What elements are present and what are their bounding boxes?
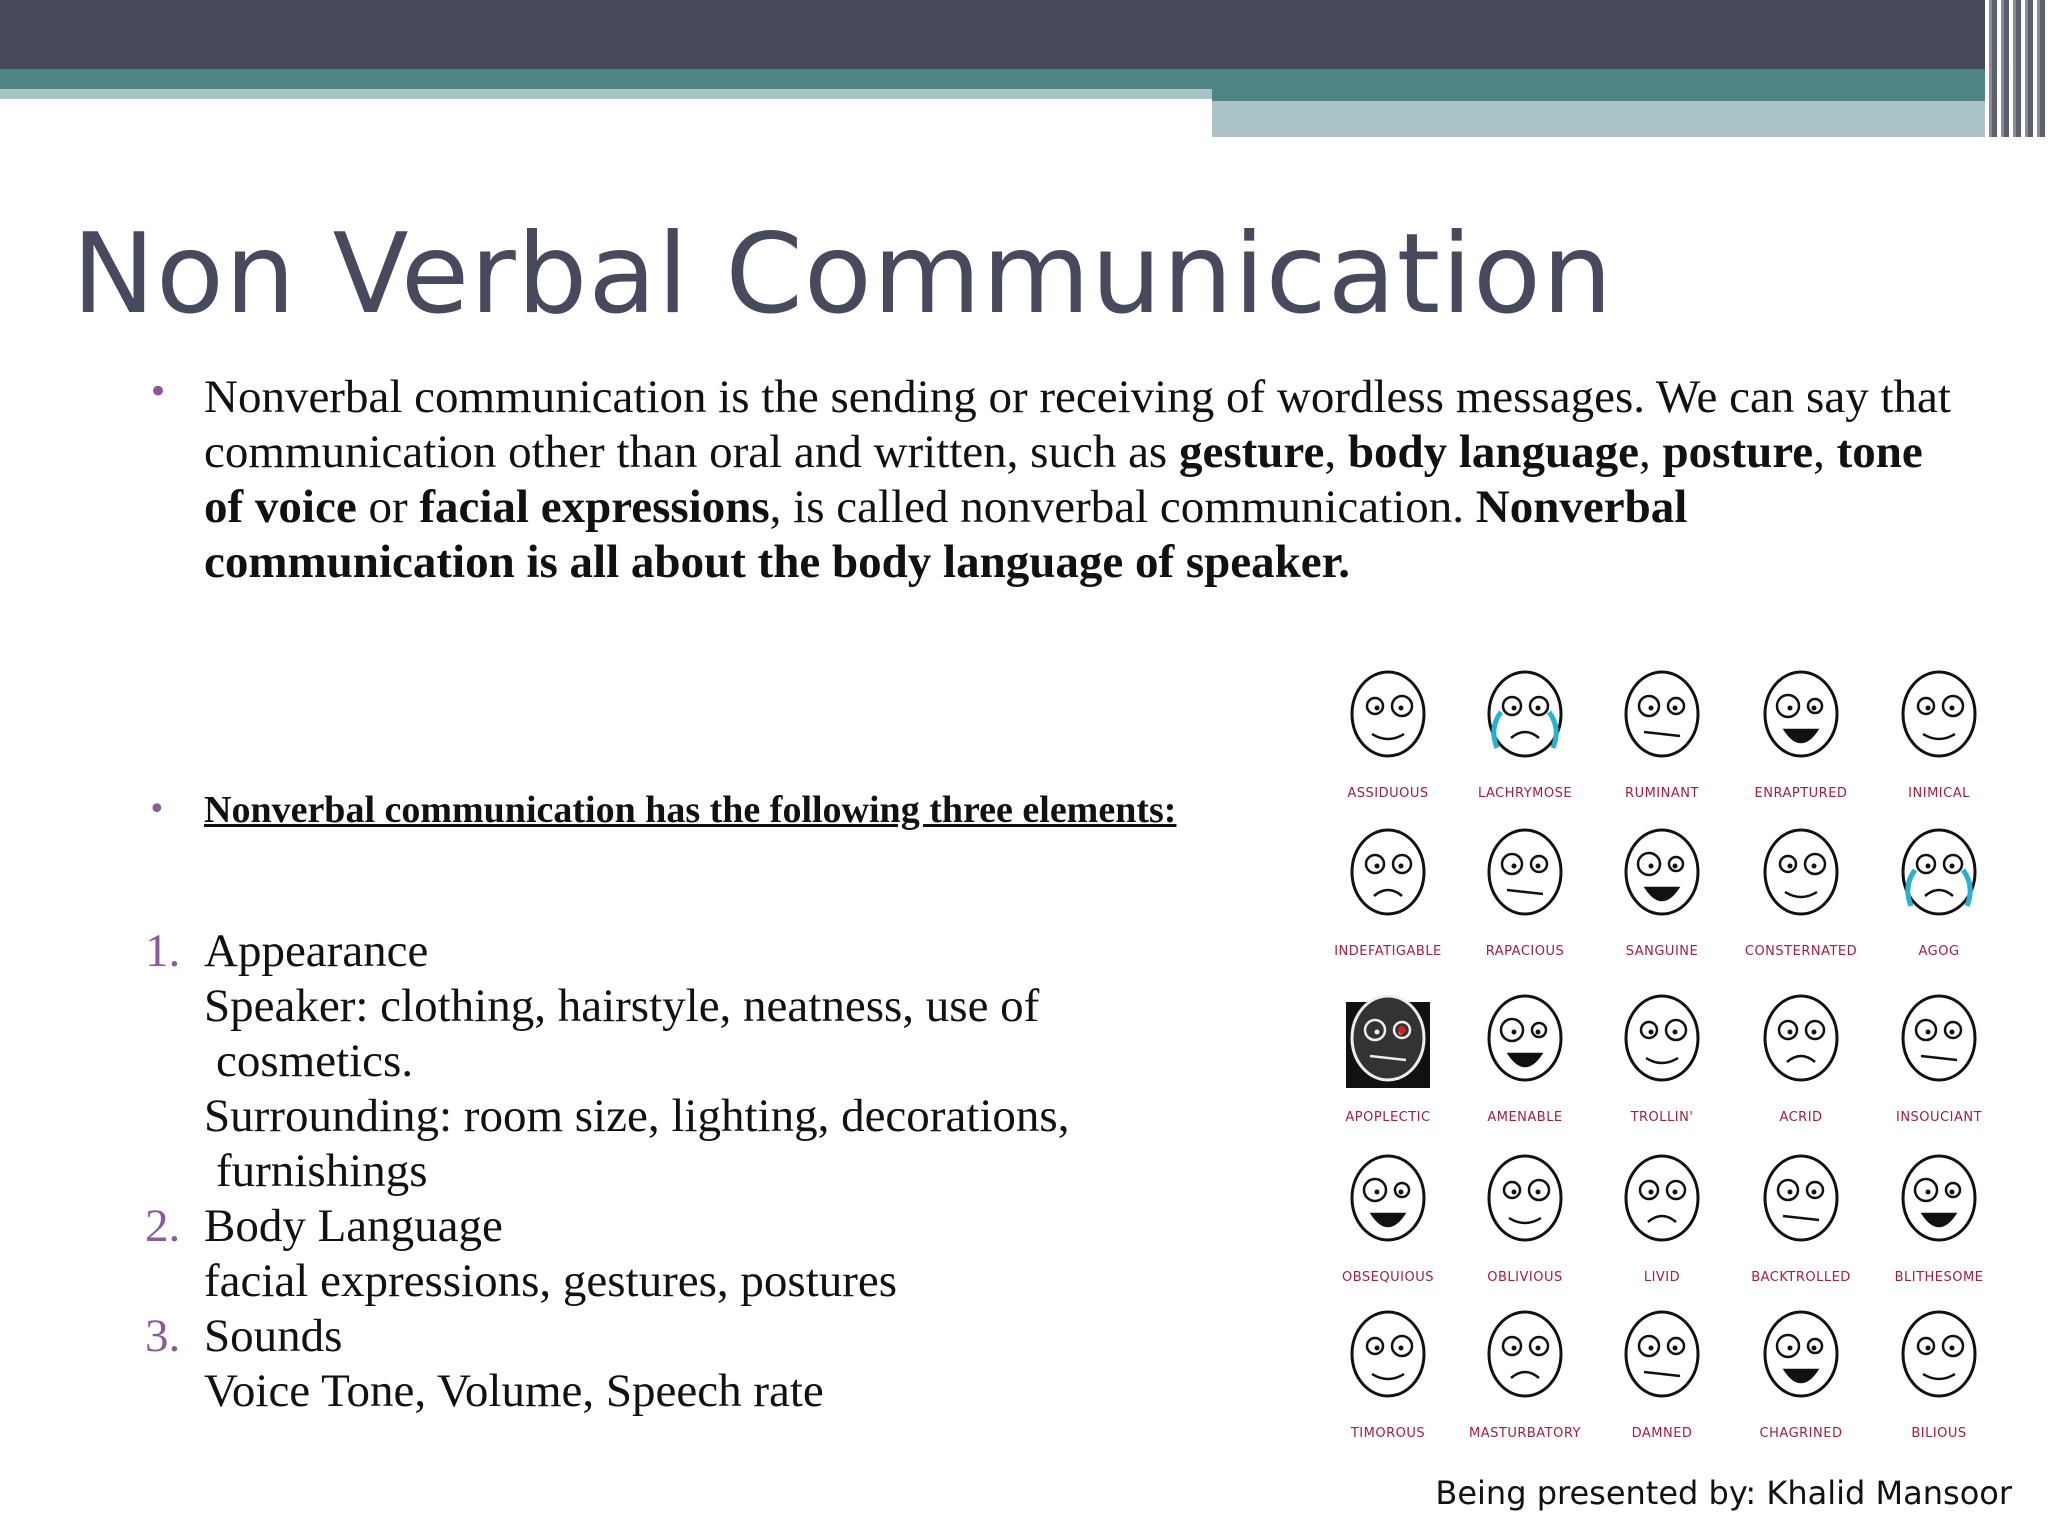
rage-face [1455, 660, 1595, 818]
face-drawing-icon [1759, 992, 1843, 1096]
rage-face [1869, 660, 2009, 818]
element-detail: cosmetics. [216, 1035, 414, 1087]
rage-face [1455, 1144, 1595, 1302]
presenter-credit: Being presented by: Khalid Mansoor [1435, 1474, 2012, 1512]
intro-text: , [1813, 426, 1837, 478]
rage-face [1592, 1300, 1732, 1458]
rage-face [1455, 818, 1595, 976]
intro-paragraph [204, 370, 1964, 590]
face-label: DAMNED [1631, 1426, 1693, 1441]
intro-bold-term: gesture [1178, 426, 1325, 478]
face-label: MASTURBATORY [1469, 1426, 1581, 1441]
face-label: AMENABLE [1487, 1110, 1563, 1125]
element-number: 3. [145, 1310, 181, 1362]
face-drawing-icon [1483, 1152, 1567, 1256]
rage-face [1592, 660, 1732, 818]
rage-face [1731, 1300, 1871, 1458]
intro-text: , [1324, 426, 1348, 478]
face-drawing-icon [1620, 668, 1704, 772]
face-drawing-icon [1346, 992, 1430, 1096]
face-drawing-icon [1759, 826, 1843, 930]
rage-face [1731, 1144, 1871, 1302]
rage-face [1592, 818, 1732, 976]
element-number: 1. [145, 925, 181, 977]
rage-face [1869, 818, 2009, 976]
rage-face [1318, 1300, 1458, 1458]
accent-band-right-light [1212, 101, 2000, 137]
element-detail: Speaker: clothing, hairstyle, neatness, use of [204, 980, 1040, 1032]
rage-face [1318, 1144, 1458, 1302]
face-label: AGOG [1918, 944, 1960, 959]
slide-title: Non Verbal Communication [72, 210, 1614, 339]
rage-face [1592, 984, 1732, 1142]
intro-bold-term: facial expressions [419, 481, 770, 533]
face-label: OBSEQUIOUS [1342, 1270, 1434, 1285]
rage-face [1318, 818, 1458, 976]
face-label: RUMINANT [1625, 786, 1699, 801]
element-detail: facial expressions, gestures, postures [204, 1255, 898, 1307]
face-drawing-icon [1897, 1308, 1981, 1412]
face-label: ACRID [1779, 1110, 1823, 1125]
face-label: INSOUCIANT [1895, 1110, 1983, 1125]
face-drawing-icon [1346, 826, 1430, 930]
face-drawing-icon [1897, 668, 1981, 772]
rage-face [1455, 984, 1595, 1142]
face-drawing-icon [1483, 668, 1567, 772]
element-title: Body Language [204, 1200, 503, 1252]
rage-face [1318, 660, 1458, 818]
header-bar [0, 0, 2048, 69]
face-drawing-icon [1346, 668, 1430, 772]
rage-face [1869, 984, 2009, 1142]
face-label: OBLIVIOUS [1487, 1270, 1563, 1285]
element-item [145, 924, 1069, 1199]
face-drawing-icon [1759, 1308, 1843, 1412]
intro-bold-term: body language [1347, 426, 1640, 478]
intro-text: or [356, 481, 420, 533]
face-drawing-icon [1483, 992, 1567, 1096]
bullet-icon: • [148, 792, 166, 827]
intro-bold-term: tone of voice [204, 426, 1923, 533]
face-label: RAPACIOUS [1485, 944, 1565, 959]
face-label: INDEFATIGABLE [1334, 944, 1442, 959]
face-label: BACKTROLLED [1751, 1270, 1851, 1285]
face-label: BLITHESOME [1894, 1270, 1984, 1285]
rage-face [1869, 1300, 2009, 1458]
face-label: CHAGRINED [1759, 1426, 1843, 1441]
bullet-icon: • [148, 372, 169, 412]
face-drawing-icon [1897, 992, 1981, 1096]
face-drawing-icon [1483, 1308, 1567, 1412]
rage-face [1731, 984, 1871, 1142]
face-drawing-icon [1620, 992, 1704, 1096]
face-label: ASSIDUOUS [1347, 786, 1429, 801]
face-drawing-icon [1346, 1308, 1430, 1412]
intro-text: , [1639, 426, 1663, 478]
face-label: BILIOUS [1911, 1426, 1967, 1441]
face-drawing-icon [1620, 1152, 1704, 1256]
face-drawing-icon [1759, 1152, 1843, 1256]
face-label: SANGUINE [1625, 944, 1699, 959]
rage-face [1869, 1144, 2009, 1302]
accent-band-left-light [0, 89, 1212, 99]
rage-face [1731, 660, 1871, 818]
intro-text: Nonverbal communication is the sending or receiving of wordless messages. We can say that communication other than oral and written, such as [204, 371, 1951, 478]
element-title: Appearance [204, 925, 429, 977]
element-item [145, 1199, 1069, 1309]
corner-stripes [1985, 0, 2048, 137]
intro-bold-term: posture [1662, 426, 1814, 478]
rage-face [1318, 984, 1458, 1142]
face-drawing-icon [1897, 826, 1981, 930]
face-drawing-icon [1483, 826, 1567, 930]
element-item [145, 1309, 1069, 1419]
face-drawing-icon [1620, 826, 1704, 930]
intro-bold-term: Nonverbal communication is all about the body language of speaker. [204, 481, 1688, 588]
face-label: APOPLECTIC [1345, 1110, 1431, 1125]
element-detail: Surrounding: room size, lighting, decorations, [204, 1090, 1070, 1142]
intro-text: , is called nonverbal communication. [769, 481, 1476, 533]
elements-list [145, 924, 1069, 1419]
face-label: TIMOROUS [1350, 1426, 1426, 1441]
rage-face [1731, 818, 1871, 976]
element-number: 2. [145, 1200, 181, 1252]
rage-faces-grid [1318, 660, 2018, 1450]
face-drawing-icon [1346, 1152, 1430, 1256]
face-drawing-icon [1897, 1152, 1981, 1256]
elements-heading: Nonverbal communication has the following three elements: [204, 789, 1177, 831]
face-label: LIVID [1643, 1270, 1681, 1285]
accent-band-left [0, 69, 1212, 89]
face-label: INIMICAL [1908, 786, 1970, 801]
element-title: Sounds [204, 1310, 343, 1362]
face-drawing-icon [1620, 1308, 1704, 1412]
rage-face [1592, 1144, 1732, 1302]
face-drawing-icon [1759, 668, 1843, 772]
face-label: CONSTERNATED [1744, 944, 1858, 959]
accent-band-right [1212, 69, 2000, 101]
element-detail: furnishings [216, 1145, 428, 1197]
rage-face [1455, 1300, 1595, 1458]
face-label: ENRAPTURED [1754, 786, 1848, 801]
face-label: LACHRYMOSE [1477, 786, 1573, 801]
element-detail: Voice Tone, Volume, Speech rate [204, 1365, 824, 1417]
face-label: TROLLIN' [1630, 1110, 1694, 1125]
